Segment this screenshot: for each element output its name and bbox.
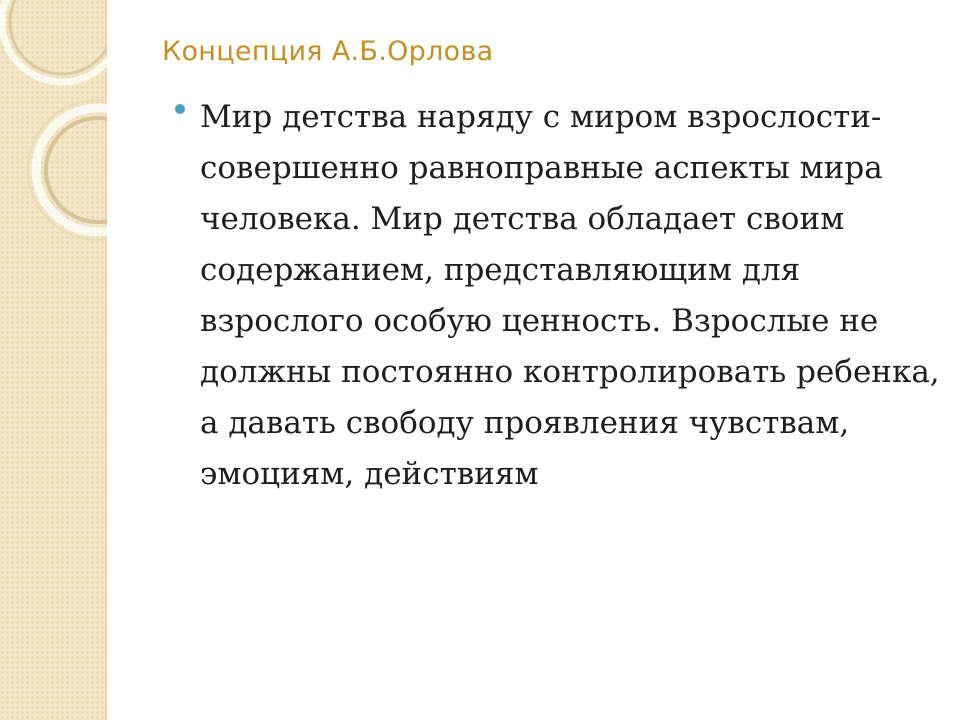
decorative-rings (0, 0, 107, 300)
slide-title: Концепция А.Б.Орлова (162, 36, 494, 67)
bullet-list (172, 100, 942, 500)
bullet-text: Мир детства наряду с миром взрослости- совершенно равноправные аспекты мира человека. Мир детства обладает своим содержанием, представляющим для взрослого особую ценность. Взрослые не должны постоянно контролировать ребенка, а давать свободу проявления чувствам, эмоциям, действиям (200, 99, 940, 492)
list-item (172, 92, 942, 500)
bullet-dot-icon (175, 104, 185, 114)
